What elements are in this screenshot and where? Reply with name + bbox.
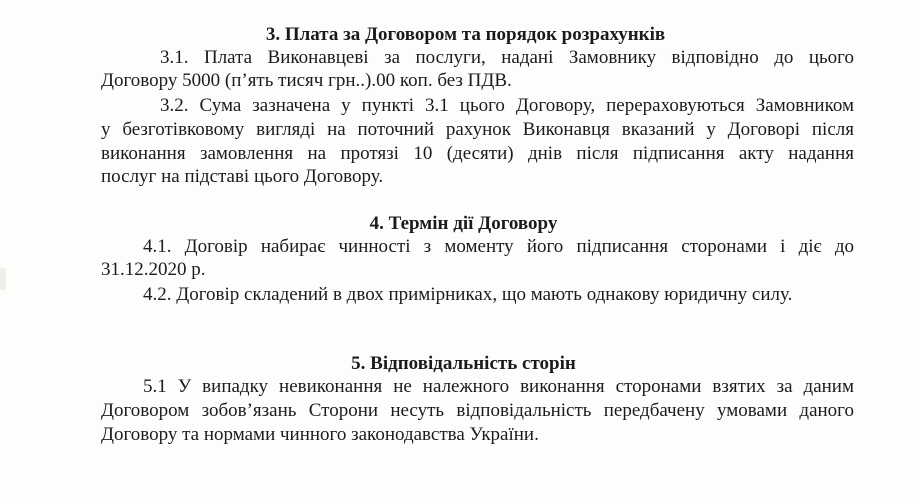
clause-4-1-line-2: 31.12.2020 р. bbox=[101, 259, 206, 280]
clause-3-1-line-1: 3.1. Плата Виконавцеві за послуги, надані Замовнику відповідно до цього bbox=[160, 47, 854, 68]
clause-3-2-line-3: виконання замовлення на протязі 10 (десяти) днів після підписання акту надання bbox=[101, 143, 854, 164]
clause-3-1-line-2: Договору 5000 (п’ять тисяч грн..).00 коп. без ПДВ. bbox=[101, 70, 512, 91]
section-3-heading: 3. Плата за Договором та порядок розрахунків bbox=[265, 24, 666, 45]
clause-3-2-line-1: 3.2. Сума зазначена у пункті 3.1 цього Договору, перераховуються Замовником bbox=[160, 95, 854, 116]
clause-5-1-line-3: Договору та нормами чинного законодавства України. bbox=[101, 424, 539, 445]
clause-5-1-line-1: 5.1 У випадку невиконання не належного виконання сторонами взятих за даним bbox=[143, 376, 854, 397]
clause-5-1-line-2: Договором зобов’язань Сторони несуть відповідальність передбачену умовами даного bbox=[101, 400, 854, 421]
section-5-heading: 5. Відповідальність сторін bbox=[351, 353, 576, 374]
clause-4-2-line-1: 4.2. Договір складений в двох примірниках, що мають однакову юридичну силу. bbox=[143, 284, 793, 305]
scan-edge-mark bbox=[0, 268, 6, 290]
clause-3-2-line-4: послуг на підставі цього Договору. bbox=[101, 166, 384, 187]
clause-3-2-line-2: у безготівковому вигляді на поточний рахунок Виконавця вказаний у Договорі після bbox=[101, 119, 854, 140]
clause-4-1-line-1: 4.1. Договір набирає чинності з моменту його підписання сторонами і діє до bbox=[143, 236, 854, 257]
section-4-heading: 4. Термін дії Договору bbox=[369, 213, 558, 234]
